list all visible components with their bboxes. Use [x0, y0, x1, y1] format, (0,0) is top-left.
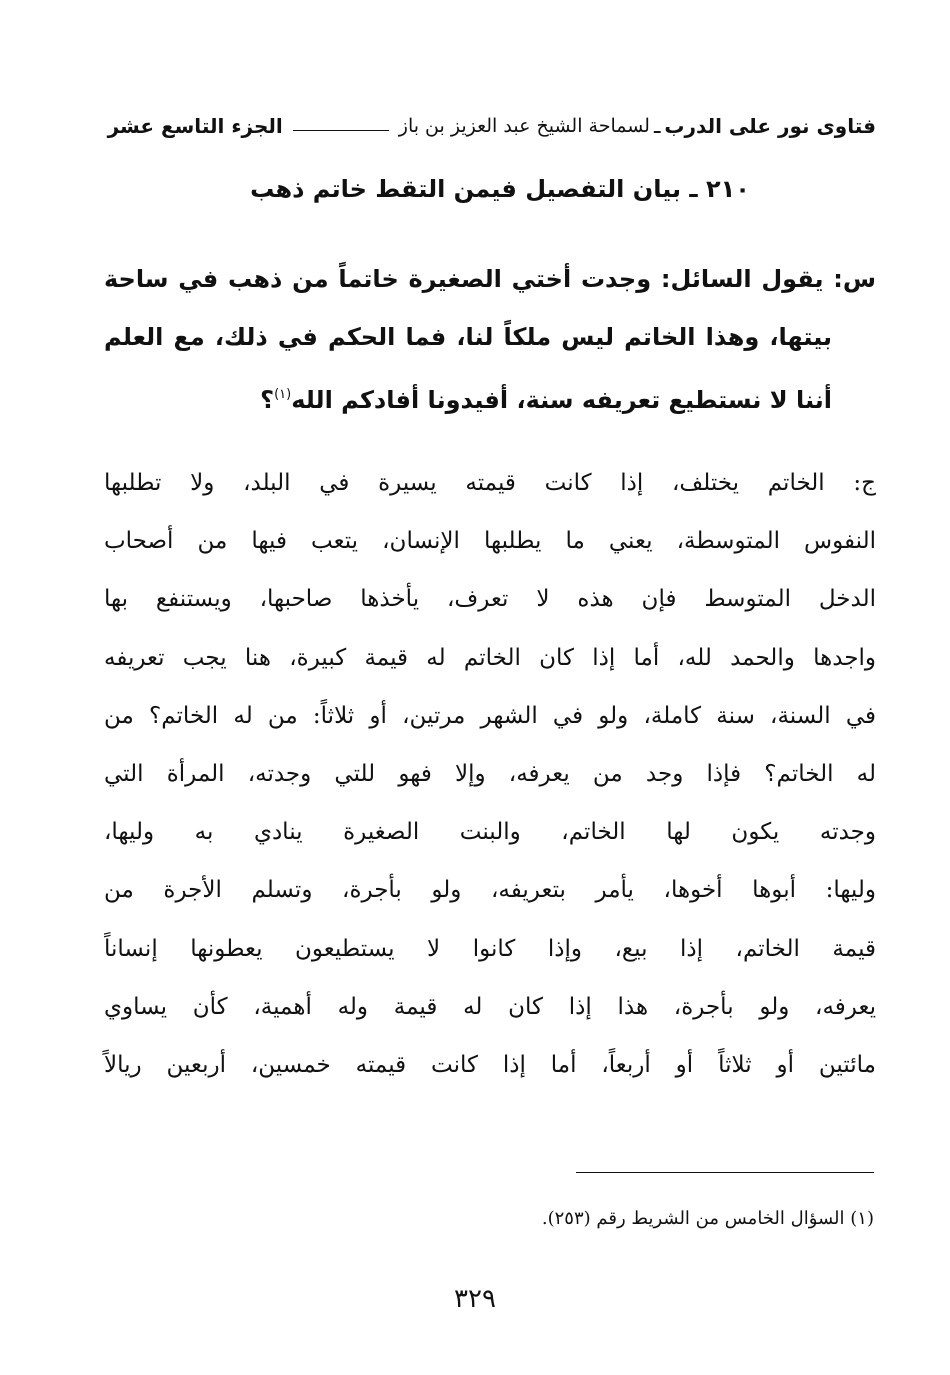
question-line	[104, 366, 876, 424]
section-title: ٢١٠ ـ بيان التفصيل فيمن التقط خاتم ذهب	[250, 175, 750, 203]
answer-line: قيمة الخاتم، إذا بيع، وإذا كانوا لا يستطيعون يعطونها إنساناً	[104, 935, 876, 962]
question-line-text: أننا لا نستطيع تعريفه سنة، أفيدونا أفادكم الله	[291, 386, 832, 414]
author-name: لسماحة الشيخ عبد العزيز بن باز	[398, 115, 650, 137]
question-block	[104, 250, 876, 424]
answer-line: واجدها والحمد لله، أما إذا كان الخاتم له قيمة كبيرة، هنا يجب تعريفه	[104, 644, 876, 671]
question-line: س: يقول السائل: وجدت أختي الصغيرة خاتماً من ذهب في ساحة	[104, 265, 876, 293]
book-title: فتاوى نور على الدرب	[664, 114, 876, 138]
footnote-divider	[576, 1172, 874, 1173]
running-header	[106, 108, 876, 144]
answer-block	[104, 454, 876, 1094]
answer-line: وليها: أبوها أخوها، يأمر بتعريفه، ولو بأجرة، وتسلم الأجرة من	[104, 877, 876, 904]
answer-line: في السنة، سنة كاملة، ولو في الشهر مرتين، أو ثلاثاً: من له الخاتم؟ من	[104, 702, 876, 729]
answer-line: وجدته يكون لها الخاتم، والبنت الصغيرة ينادي به وليها،	[104, 819, 876, 846]
volume-label: الجزء التاسع عشر	[107, 114, 283, 138]
header-rule	[293, 130, 389, 131]
question-end-mark: ؟	[260, 386, 275, 414]
page-number: ٣٢٩	[454, 1284, 496, 1314]
question-line: بيتها، وهذا الخاتم ليس ملكاً لنا، فما الحكم في ذلك، مع العلم	[104, 323, 832, 351]
footnote-text: (١) السؤال الخامس من الشريط رقم (٢٥٣).	[541, 1208, 874, 1229]
header-separator: ـ	[653, 113, 661, 139]
answer-line: النفوس المتوسطة، يعني ما يطلبها الإنسان، يتعب فيها من أصحاب	[104, 528, 876, 555]
answer-line: يعرفه، ولو بأجرة، هذا إذا كان له قيمة وله أهمية، كأن يساوي	[104, 993, 876, 1020]
answer-line: الدخل المتوسط فإن هذه لا تعرف، يأخذها صاحبها، ويستنفع بها	[104, 586, 876, 613]
answer-line: ج: الخاتم يختلف، إذا كانت قيمته يسيرة في البلد، ولا تطلبها	[104, 470, 876, 496]
answer-line: مائتين أو ثلاثاً أو أربعاً، أما إذا كانت قيمته خمسين، أربعين ريالاً	[104, 1051, 876, 1078]
footnote-reference: (١)	[274, 387, 292, 402]
answer-line: له الخاتم؟ فإذا وجد من يعرفه، وإلا فهو للتي وجدته، المرأة التي	[104, 760, 876, 787]
